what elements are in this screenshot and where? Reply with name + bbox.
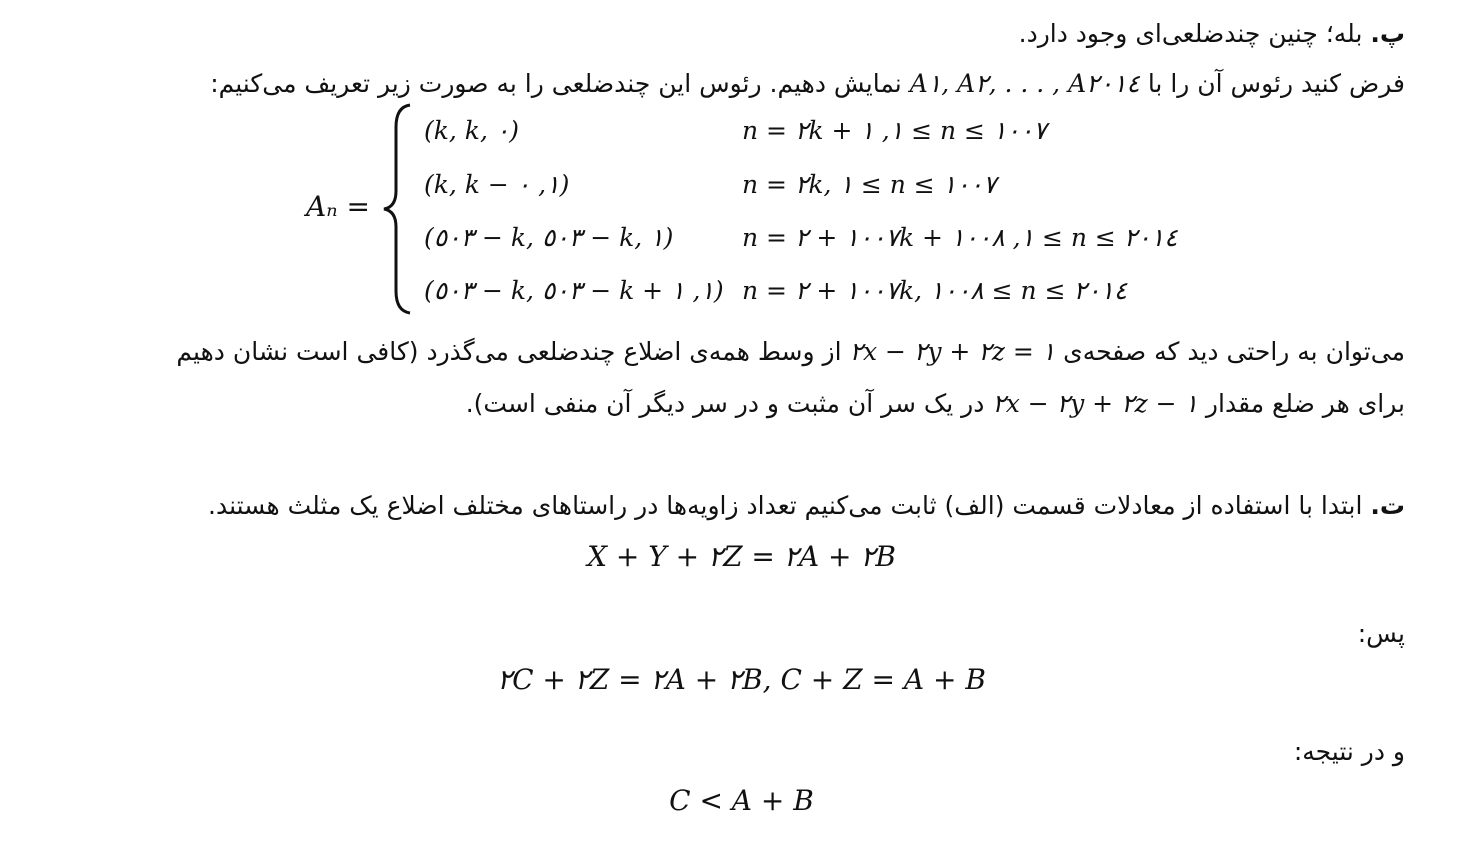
- case-condition-4: n = ١٠٠٧ + ٢k, ١٠٠٨ ≤ n ≤ ٢٠١٤: [742, 276, 1128, 305]
- part-t-label: ت.: [1370, 491, 1405, 520]
- left-brace: [380, 103, 416, 315]
- plane-line1-pre: می‌توان به راحتی دید که صفحه‌ی: [1063, 337, 1405, 366]
- part-b-label: پ.: [1370, 19, 1405, 48]
- case-condition-1: n = ٢k + ١, ١ ≤ n ≤ ١٠٠٧: [742, 116, 1047, 145]
- plane-line1-post: از وسط همه‌ی اضلاع چندضلعی می‌گذرد (کافی است نشان دهیم: [176, 337, 842, 366]
- part-b-line1: [1019, 18, 1405, 50]
- part-t-text: ابتدا با استفاده از معادلات قسمت (الف) ثابت می‌کنیم تعداد زاویه‌ها در راستاهای مختلف اضلاع یک مثلث هستند.: [208, 491, 1363, 520]
- case-condition-2: n = ٢k, ١ ≤ n ≤ ١٠٠٧: [742, 170, 997, 199]
- plane-line2-post: در یک سر آن مثبت و در سر دیگر آن منفی است).: [465, 389, 985, 418]
- equation-2: ٢C + ٢Z = ٢A + ٢B, C + Z = A + B: [497, 663, 986, 696]
- case-condition-3: n = ١٠٠٧ + ٢k + ١, ١٠٠٨ ≤ n ≤ ٢٠١٤: [742, 223, 1178, 252]
- part-b-line2-pre: فرض کنید رئوس آن را با: [1147, 69, 1405, 98]
- equation-1: X + Y + ٢Z = ٢A + ٢B: [587, 540, 896, 573]
- case-point-3: (٥٠٣ − k, ٥٠٣ − k, ١): [424, 223, 674, 252]
- equation-3: C < A + B: [669, 784, 814, 817]
- plane-line1: [176, 336, 1405, 368]
- plane-expression: ٢x − ٢y + ٢z − ١: [992, 389, 1198, 418]
- result-label: و در نتیجه:: [1293, 737, 1405, 766]
- vertices-notation: A١, A٢, . . . , A٢٠١٤: [909, 69, 1140, 98]
- case-point-4: (٥٠٣ − k, ٥٠٣ − k + ١, ١): [424, 276, 724, 305]
- part-b-line2-post: نمایش دهیم. رئوس این چندضلعی را به صورت زیر تعریف می‌کنیم:: [210, 69, 902, 98]
- part-b-line2: [210, 68, 1405, 100]
- case-point-1: (k, k, ٠): [424, 116, 520, 145]
- pas-label: پس:: [1357, 619, 1405, 648]
- plane-line2-pre: برای هر ضلع مقدار: [1205, 389, 1405, 418]
- plane-line2: [466, 388, 1405, 420]
- piecewise-lhs: Aₙ =: [306, 190, 370, 223]
- case-point-2: (k, k − ١, ٠): [424, 170, 570, 199]
- part-b-text: بله؛ چنین چندضلعی‌ای وجود دارد.: [1018, 19, 1363, 48]
- part-t-line1: [208, 490, 1405, 522]
- plane-equation: ٢x − ٢y + ٢z = ١: [849, 337, 1056, 366]
